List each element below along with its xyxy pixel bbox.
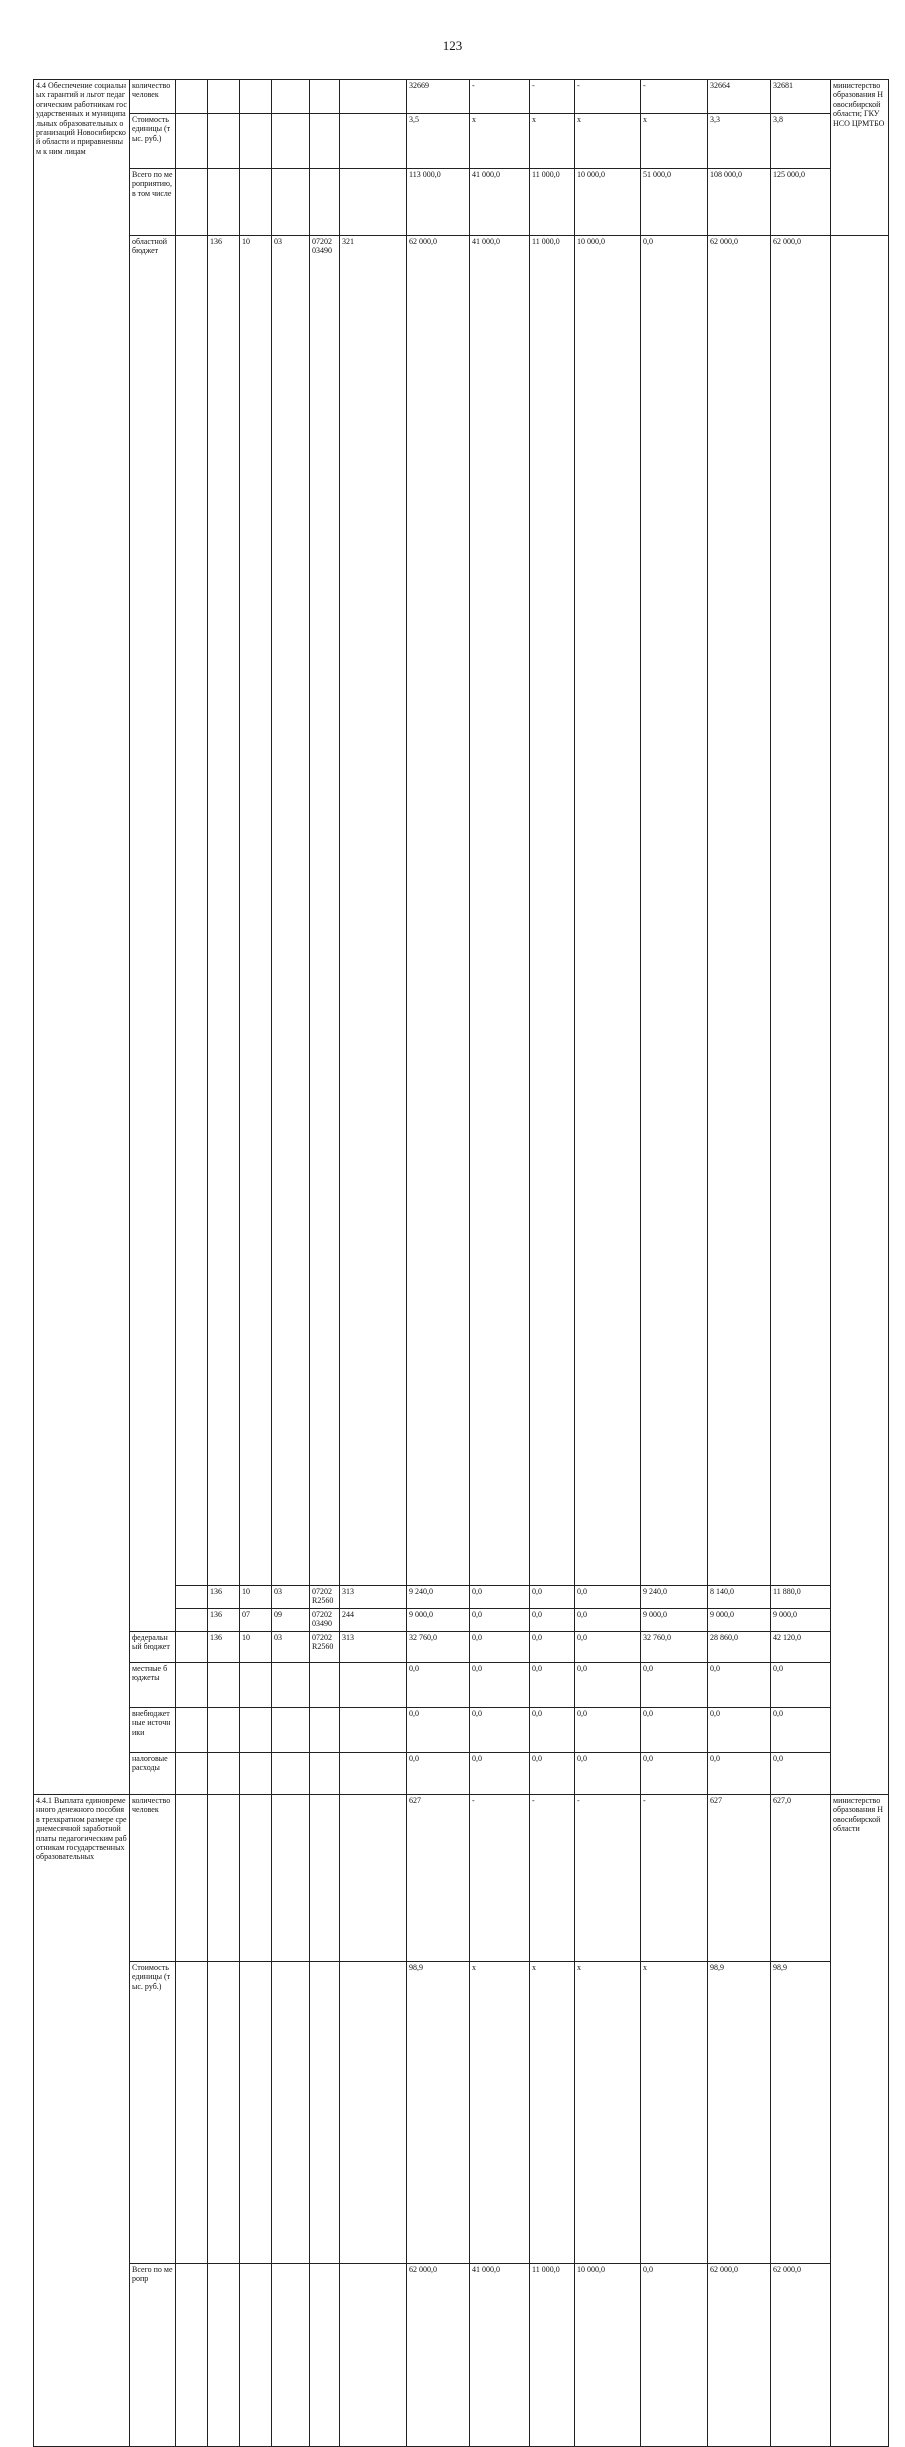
vr-cell: 244 bbox=[340, 1608, 407, 1631]
pr-cell bbox=[272, 169, 310, 236]
value-cell: 32 760,0 bbox=[407, 1631, 470, 1662]
value-cell: 0,0 bbox=[575, 1608, 641, 1631]
csr-cell bbox=[310, 80, 340, 114]
grbs-cell: 136 bbox=[208, 1585, 240, 1608]
pr-cell bbox=[272, 1794, 310, 1961]
value-cell: 0,0 bbox=[470, 1752, 530, 1794]
grbs-cell: 136 bbox=[208, 1631, 240, 1662]
value-cell: - bbox=[641, 80, 708, 114]
csr-cell bbox=[310, 1794, 340, 1961]
csr-cell bbox=[310, 1662, 340, 1707]
csr-cell bbox=[310, 169, 340, 236]
value-cell: - bbox=[641, 1794, 708, 1961]
value-cell: 11 000,0 bbox=[530, 2263, 575, 2446]
value-cell: 0,0 bbox=[470, 1631, 530, 1662]
value-cell: 0,0 bbox=[575, 1662, 641, 1707]
value-cell: - bbox=[575, 1794, 641, 1961]
table-row bbox=[34, 169, 889, 236]
value-cell: 125 000,0 bbox=[771, 169, 831, 236]
row-label: Стоимость единицы (тыс. руб.) bbox=[130, 1961, 176, 2263]
value-cell: 62 000,0 bbox=[708, 236, 771, 1586]
value-cell: 32681 bbox=[771, 80, 831, 114]
rz-cell bbox=[240, 1794, 272, 1961]
vr-cell bbox=[340, 2263, 407, 2446]
vr-cell bbox=[340, 80, 407, 114]
pr-cell bbox=[272, 1662, 310, 1707]
table-row bbox=[34, 1794, 889, 1961]
table-row bbox=[34, 1631, 889, 1662]
csr-cell: 07202 R2560 bbox=[310, 1585, 340, 1608]
table-row bbox=[34, 1662, 889, 1707]
value-cell: х bbox=[641, 1961, 708, 2263]
row-label: внебюджетные источники bbox=[130, 1707, 176, 1752]
value-cell: 0,0 bbox=[530, 1631, 575, 1662]
grbs-cell bbox=[208, 1662, 240, 1707]
value-cell: 627,0 bbox=[771, 1794, 831, 1961]
grbs-cell bbox=[208, 1794, 240, 1961]
value-cell: 28 860,0 bbox=[708, 1631, 771, 1662]
rz-cell bbox=[240, 2263, 272, 2446]
value-cell: 0,0 bbox=[771, 1707, 831, 1752]
value-cell: 627 bbox=[708, 1794, 771, 1961]
executor-cell-empty bbox=[831, 236, 889, 1795]
grbs-cell bbox=[208, 1961, 240, 2263]
rz-cell: 10 bbox=[240, 1585, 272, 1608]
value-cell: 32669 bbox=[407, 80, 470, 114]
vr-cell: 321 bbox=[340, 236, 407, 1586]
value-cell: - bbox=[575, 80, 641, 114]
value-cell: 9 000,0 bbox=[708, 1608, 771, 1631]
grbs-cell: 136 bbox=[208, 1608, 240, 1631]
value-cell: 9 240,0 bbox=[641, 1585, 708, 1608]
vr-cell bbox=[340, 1961, 407, 2263]
csr-cell bbox=[310, 114, 340, 169]
value-cell: 0,0 bbox=[708, 1662, 771, 1707]
value-cell: 9 240,0 bbox=[407, 1585, 470, 1608]
pr-cell: 09 bbox=[272, 1608, 310, 1631]
table-row bbox=[34, 1752, 889, 1794]
value-cell: 32 760,0 bbox=[641, 1631, 708, 1662]
value-cell: - bbox=[530, 80, 575, 114]
value-cell: 0,0 bbox=[641, 1662, 708, 1707]
value-cell: 0,0 bbox=[407, 1752, 470, 1794]
value-cell: 42 120,0 bbox=[771, 1631, 831, 1662]
value-cell: 41 000,0 bbox=[470, 2263, 530, 2446]
value-cell: 11 880,0 bbox=[771, 1585, 831, 1608]
value-cell: 11 000,0 bbox=[530, 169, 575, 236]
pr-cell bbox=[272, 2263, 310, 2446]
value-cell: 98,9 bbox=[708, 1961, 771, 2263]
value-cell: 62 000,0 bbox=[771, 236, 831, 1586]
grbs-cell: 136 bbox=[208, 236, 240, 1586]
code-cell bbox=[176, 1631, 208, 1662]
executor-cell: министерство образования Новосибирской области bbox=[831, 1794, 889, 2446]
value-cell: 32664 bbox=[708, 80, 771, 114]
code-cell bbox=[176, 1608, 208, 1631]
row-label: Всего по меропр bbox=[130, 2263, 176, 2446]
value-cell: 0,0 bbox=[575, 1585, 641, 1608]
value-cell: - bbox=[530, 1794, 575, 1961]
grbs-cell bbox=[208, 114, 240, 169]
rz-cell: 10 bbox=[240, 236, 272, 1586]
value-cell: 0,0 bbox=[641, 2263, 708, 2446]
grbs-cell bbox=[208, 80, 240, 114]
value-cell: 3,5 bbox=[407, 114, 470, 169]
value-cell: - bbox=[470, 1794, 530, 1961]
value-cell: 0,0 bbox=[470, 1585, 530, 1608]
value-cell: 98,9 bbox=[771, 1961, 831, 2263]
code-cell bbox=[176, 1707, 208, 1752]
grbs-cell bbox=[208, 1752, 240, 1794]
budget-table bbox=[33, 79, 889, 2447]
value-cell: 0,0 bbox=[575, 1631, 641, 1662]
value-cell: 3,3 bbox=[708, 114, 771, 169]
code-cell bbox=[176, 2263, 208, 2446]
value-cell: 0,0 bbox=[470, 1608, 530, 1631]
rz-cell bbox=[240, 1662, 272, 1707]
value-cell: 9 000,0 bbox=[407, 1608, 470, 1631]
table-row bbox=[34, 80, 889, 114]
value-cell: 0,0 bbox=[530, 1608, 575, 1631]
value-cell: 0,0 bbox=[575, 1707, 641, 1752]
value-cell: 62 000,0 bbox=[407, 236, 470, 1586]
row-label: Стоимость единицы (тыс. руб.) bbox=[130, 114, 176, 169]
table-row bbox=[34, 114, 889, 169]
value-cell: 3,8 bbox=[771, 114, 831, 169]
value-cell: 0,0 bbox=[771, 1752, 831, 1794]
code-cell bbox=[176, 1585, 208, 1608]
page-number: 123 bbox=[442, 38, 463, 53]
pr-cell: 03 bbox=[272, 1631, 310, 1662]
csr-cell bbox=[310, 2263, 340, 2446]
csr-cell bbox=[310, 1961, 340, 2263]
value-cell: 0,0 bbox=[641, 236, 708, 1586]
value-cell: 8 140,0 bbox=[708, 1585, 771, 1608]
value-cell: х bbox=[641, 114, 708, 169]
rz-cell bbox=[240, 1752, 272, 1794]
row-label: количество человек bbox=[130, 1794, 176, 1961]
rz-cell bbox=[240, 1707, 272, 1752]
value-cell: 0,0 bbox=[530, 1707, 575, 1752]
vr-cell: 313 bbox=[340, 1631, 407, 1662]
value-cell: 41 000,0 bbox=[470, 236, 530, 1586]
value-cell: - bbox=[470, 80, 530, 114]
value-cell: 113 000,0 bbox=[407, 169, 470, 236]
code-cell bbox=[176, 114, 208, 169]
vr-cell bbox=[340, 1662, 407, 1707]
csr-cell bbox=[310, 1707, 340, 1752]
vr-cell bbox=[340, 169, 407, 236]
grbs-cell bbox=[208, 1707, 240, 1752]
vr-cell bbox=[340, 1794, 407, 1961]
rz-cell: 07 bbox=[240, 1608, 272, 1631]
vr-cell bbox=[340, 1707, 407, 1752]
value-cell: 10 000,0 bbox=[575, 2263, 641, 2446]
value-cell: 0,0 bbox=[771, 1662, 831, 1707]
row-label: местные бюджеты bbox=[130, 1662, 176, 1707]
vr-cell bbox=[340, 1752, 407, 1794]
value-cell: 0,0 bbox=[470, 1662, 530, 1707]
value-cell: 98,9 bbox=[407, 1961, 470, 2263]
code-cell bbox=[176, 1662, 208, 1707]
row-label: Всего по мероприятию, в том числе bbox=[130, 169, 176, 236]
rz-cell bbox=[240, 1961, 272, 2263]
vr-cell bbox=[340, 114, 407, 169]
code-cell bbox=[176, 169, 208, 236]
row-label: налоговые расходы bbox=[130, 1752, 176, 1794]
pr-cell: 03 bbox=[272, 1585, 310, 1608]
csr-cell bbox=[310, 1752, 340, 1794]
csr-cell: 07202 03490 bbox=[310, 1608, 340, 1631]
rz-cell bbox=[240, 169, 272, 236]
pr-cell bbox=[272, 1707, 310, 1752]
vr-cell: 313 bbox=[340, 1585, 407, 1608]
table-row bbox=[34, 2263, 889, 2446]
code-cell bbox=[176, 1794, 208, 1961]
value-cell: 0,0 bbox=[708, 1707, 771, 1752]
pr-cell bbox=[272, 114, 310, 169]
value-cell: 10 000,0 bbox=[575, 236, 641, 1586]
value-cell: 0,0 bbox=[530, 1662, 575, 1707]
pr-cell bbox=[272, 1961, 310, 2263]
measure-title: 4.4.1 Выплата единовременного денежного пособия в трехкратном размере среднемесячной заработной платы педагогическим работникам государственных образовательных bbox=[34, 1794, 130, 2446]
value-cell: 0,0 bbox=[641, 1752, 708, 1794]
value-cell: 41 000,0 bbox=[470, 169, 530, 236]
pr-cell bbox=[272, 1752, 310, 1794]
value-cell: 51 000,0 bbox=[641, 169, 708, 236]
rz-cell: 10 bbox=[240, 1631, 272, 1662]
table-row bbox=[34, 1961, 889, 2263]
value-cell: 9 000,0 bbox=[771, 1608, 831, 1631]
csr-cell: 07202 R2560 bbox=[310, 1631, 340, 1662]
value-cell: х bbox=[530, 1961, 575, 2263]
rz-cell bbox=[240, 80, 272, 114]
code-cell bbox=[176, 1752, 208, 1794]
value-cell: 62 000,0 bbox=[708, 2263, 771, 2446]
value-cell: х bbox=[530, 114, 575, 169]
value-cell: 0,0 bbox=[575, 1752, 641, 1794]
value-cell: 0,0 bbox=[530, 1585, 575, 1608]
value-cell: 62 000,0 bbox=[771, 2263, 831, 2446]
value-cell: 0,0 bbox=[407, 1707, 470, 1752]
row-label: количество человек bbox=[130, 80, 176, 114]
value-cell: х bbox=[470, 1961, 530, 2263]
value-cell: 627 bbox=[407, 1794, 470, 1961]
value-cell: х bbox=[575, 1961, 641, 2263]
rz-cell bbox=[240, 114, 272, 169]
grbs-cell bbox=[208, 169, 240, 236]
measure-title: 4.4 Обеспечение социальных гарантий и льгот педагогическим работникам государственных и муниципальных образовательных организаций Новосибирской области и приравненным к ним лицам bbox=[34, 80, 130, 1795]
row-label: федеральный бюджет bbox=[130, 1631, 176, 1662]
value-cell: 62 000,0 bbox=[407, 2263, 470, 2446]
value-cell: 0,0 bbox=[407, 1662, 470, 1707]
value-cell: 0,0 bbox=[530, 1752, 575, 1794]
pr-cell: 03 bbox=[272, 236, 310, 1586]
code-cell bbox=[176, 236, 208, 1586]
executor-cell: министерство образования Новосибирской области; ГКУ НСО ЦРМТБО bbox=[831, 80, 889, 236]
value-cell: 0,0 bbox=[641, 1707, 708, 1752]
table-row bbox=[34, 236, 889, 1586]
value-cell: 10 000,0 bbox=[575, 169, 641, 236]
table-row bbox=[34, 1707, 889, 1752]
code-cell bbox=[176, 1961, 208, 2263]
value-cell: 0,0 bbox=[470, 1707, 530, 1752]
value-cell: 11 000,0 bbox=[530, 236, 575, 1586]
row-label: областной бюджет bbox=[130, 236, 176, 1632]
value-cell: 9 000,0 bbox=[641, 1608, 708, 1631]
pr-cell bbox=[272, 80, 310, 114]
value-cell: х bbox=[575, 114, 641, 169]
code-cell bbox=[176, 80, 208, 114]
value-cell: 108 000,0 bbox=[708, 169, 771, 236]
value-cell: 0,0 bbox=[708, 1752, 771, 1794]
grbs-cell bbox=[208, 2263, 240, 2446]
value-cell: х bbox=[470, 114, 530, 169]
csr-cell: 07202 03490 bbox=[310, 236, 340, 1586]
